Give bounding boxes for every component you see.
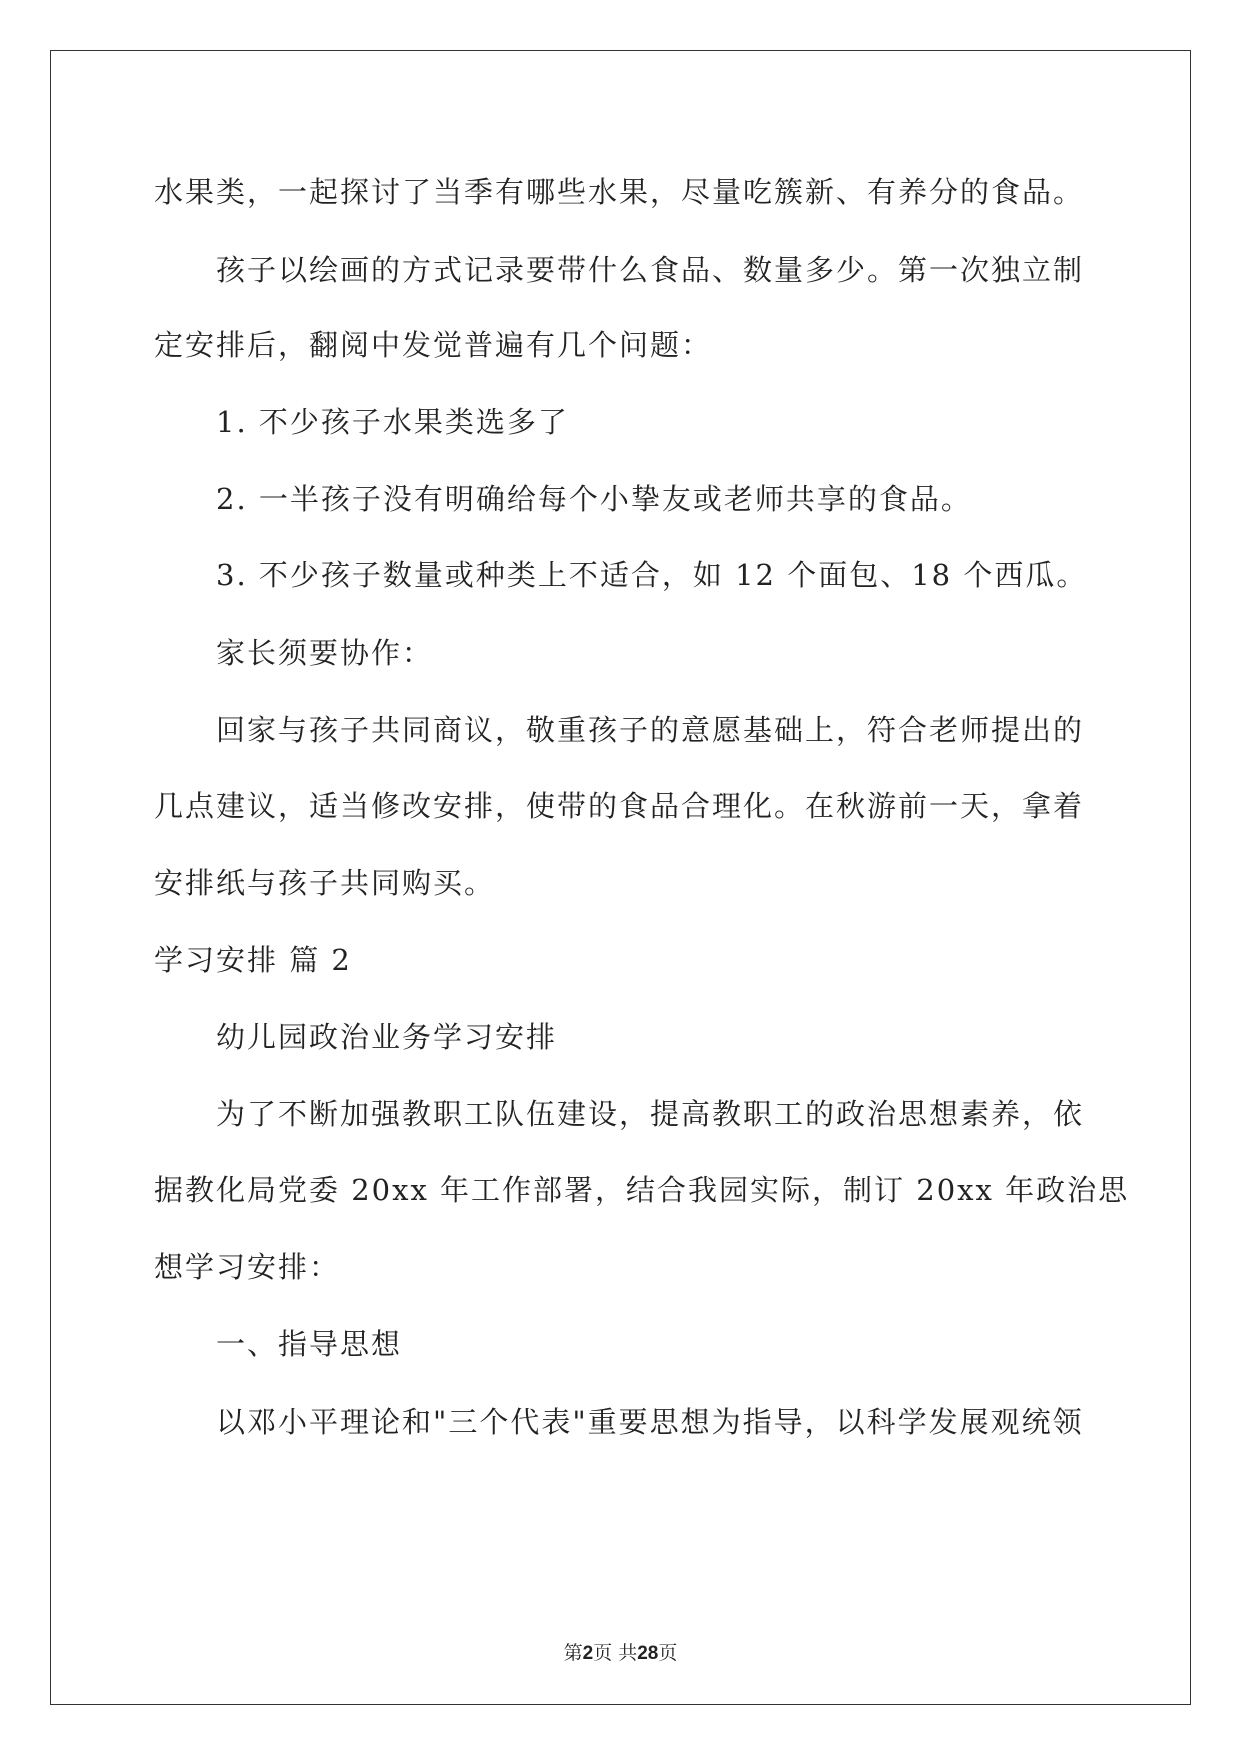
list-item: 2. 一半孩子没有明确给每个小挚友或老师共享的食品。 xyxy=(216,482,972,516)
section-heading: 学习安排 篇 2 xyxy=(154,943,352,977)
body-line: 安排纸与孩子共同购买。 xyxy=(154,866,496,900)
body-line: 想学习安排： xyxy=(154,1250,341,1284)
footer-total-pages: 28 xyxy=(637,1643,659,1664)
body-line: 孩子以绘画的方式记录要带什么食品、数量多少。第一次独立制 xyxy=(216,253,1085,287)
footer-prefix: 第 xyxy=(563,1642,583,1664)
list-item: 3. 不少孩子数量或种类上不适合，如 12 个面包、18 个西瓜。 xyxy=(216,558,1088,592)
footer-page-number: 2 xyxy=(582,1643,594,1664)
body-line: 家长须要协作： xyxy=(216,636,434,670)
body-line: 定安排后，翻阅中发觉普遍有几个问题： xyxy=(154,328,713,362)
body-line: 回家与孩子共同商议，敬重孩子的意愿基础上，符合老师提出的 xyxy=(216,713,1085,747)
subsection-heading: 一、指导思想 xyxy=(216,1327,403,1361)
body-line: 几点建议，适当修改安排，使带的食品合理化。在秋游前一天，拿着 xyxy=(154,789,1085,823)
footer-mid: 页 共 xyxy=(593,1642,638,1664)
page-footer xyxy=(0,1638,1241,1665)
body-line: 为了不断加强教职工队伍建设，提高教职工的政治思想素养，依 xyxy=(216,1097,1085,1131)
list-item: 1. 不少孩子水果类选多了 xyxy=(216,405,569,439)
footer-suffix: 页 xyxy=(658,1642,678,1664)
body-line: 以邓小平理论和"三个代表"重要思想为指导，以科学发展观统领 xyxy=(216,1405,1084,1439)
document-title: 幼儿园政治业务学习安排 xyxy=(216,1020,558,1054)
body-line: 水果类，一起探讨了当季有哪些水果，尽量吃簇新、有养分的食品。 xyxy=(154,175,1085,209)
body-line: 据教化局党委 20xx 年工作部署，结合我园实际，制订 20xx 年政治思 xyxy=(154,1173,1130,1207)
